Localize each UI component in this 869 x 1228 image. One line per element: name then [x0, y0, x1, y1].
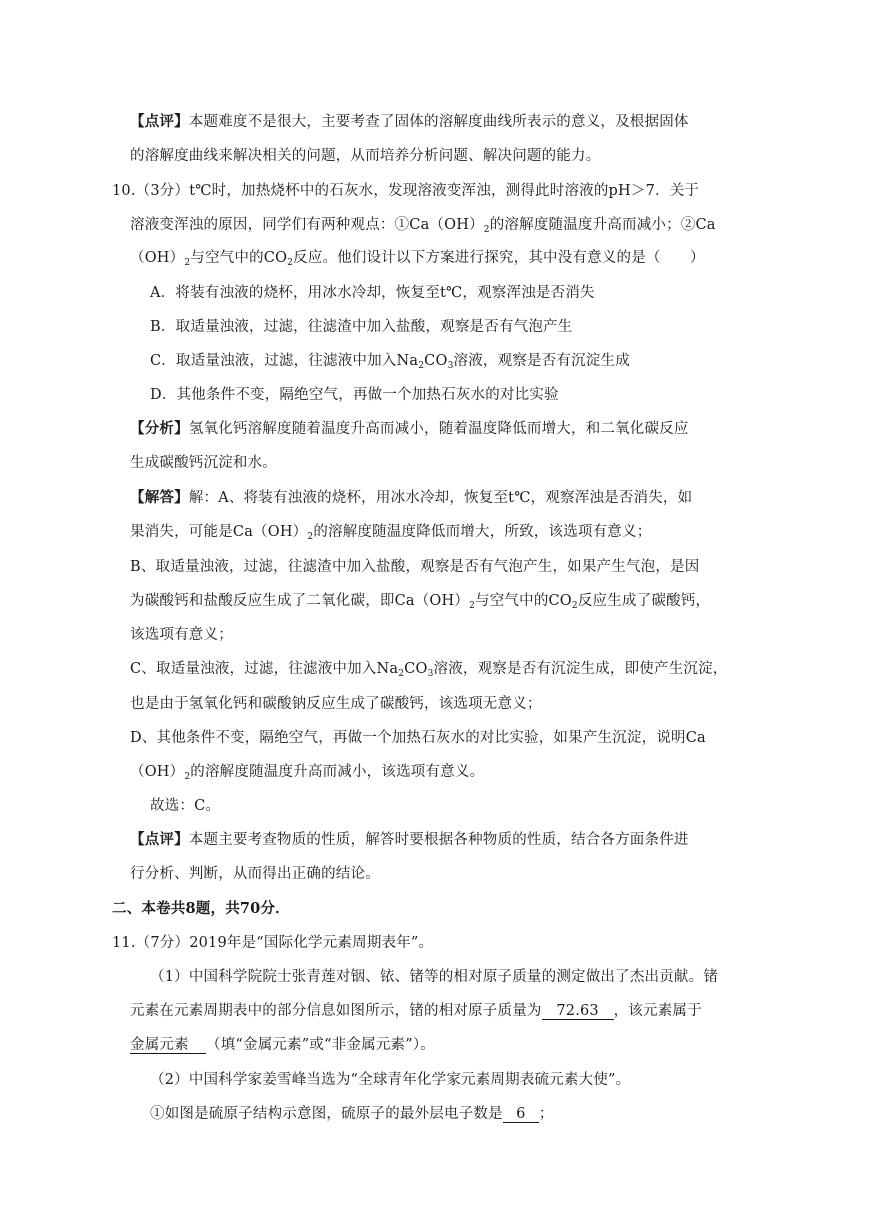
q10-stem3c: 反应。他们设计以下方案进行探究，其中没有意义的是（ ）	[293, 250, 705, 266]
q10-option-c-c: 溶液，观察是否有沉淀生成	[453, 353, 630, 369]
answer-text: 反应生成了碳酸钙，	[577, 593, 711, 609]
answer-sub: 3	[427, 669, 434, 679]
analysis-text: 氢氧化钙溶解度随着温度升高而减小，随着温度降低而增大，和二氧化碳反应	[188, 421, 689, 437]
answer-blank-element-type: 金属元素	[130, 1037, 206, 1054]
answer-text: （OH）	[130, 764, 185, 780]
answer-sub: 2	[184, 772, 191, 782]
answer-line9	[130, 762, 484, 782]
answer-line3: B、取适量浊液，过滤，往滤渣中加入盐酸，观察是否有气泡产生，如果产生气泡，是因	[130, 559, 700, 575]
q10-sub: 2	[418, 361, 425, 371]
review1-tag: 【点评】	[130, 113, 189, 130]
q11-part1-line2	[130, 1001, 702, 1021]
q11-line1	[112, 933, 433, 953]
answer-line7: 也是由于氢氧化钙和碳酸钠反应生成了碳酸钙，该选项无意义；	[130, 696, 542, 712]
review1-text: 本题难度不是很大，主要考查了固体的溶解度曲线所表示的意义，及根据固体	[188, 114, 689, 130]
answer-text: C、取适量浊液，过滤，往滤液中加入Na	[130, 661, 399, 677]
answer-text: 与空气中的CO	[475, 593, 572, 609]
answer-text: 的溶解度随温度升高而减小，该选项有意义。	[190, 764, 485, 780]
answer-sub: 2	[398, 669, 405, 679]
q10-sub: 2	[287, 258, 294, 268]
q10-stem1: t℃时，加热烧杯中的石灰水，发现溶液变浑浊，测得此时溶液的pH＞7．关于	[189, 183, 700, 199]
review2-tag: 【点评】	[130, 831, 189, 848]
q11-text: ，该元素属于	[613, 1003, 702, 1019]
answer-text: 溶液，观察是否有沉淀生成，即使产生沉淀，	[433, 661, 728, 677]
answer-sub: 2	[307, 532, 314, 542]
q10-sub: 2	[483, 225, 490, 235]
q11-number: 11.	[112, 935, 136, 951]
answer-line6	[130, 659, 728, 679]
q11-text: ①如图是硫原子结构示意图，硫原子的最外层电子数是	[150, 1106, 503, 1122]
q10-line2	[130, 215, 716, 235]
answer-tag: 【解答】	[130, 489, 189, 506]
answer-text: CO	[404, 661, 428, 677]
review2-text: 本题主要考查物质的性质，解答时要根据各种物质的性质，结合各方面条件进	[188, 832, 689, 848]
answer-text: 为碳酸钙和盐酸反应生成了二氧化碳，即Ca（OH）	[130, 593, 470, 609]
q10-score: （3分）	[135, 183, 190, 199]
review2-line2: 行分析、判断，从而得出正确的结论。	[130, 866, 380, 882]
q10-option-c-b: CO	[424, 353, 448, 369]
q11-text: ；	[538, 1106, 554, 1122]
q10-stem2b: 的溶解度随温度升高而减小；②Ca	[489, 217, 716, 233]
section-title: 二、本卷共8题，共70分．	[112, 900, 290, 917]
review1-line1	[130, 112, 689, 132]
answer-line5: 该选项有意义；	[130, 627, 233, 643]
answer-text: 的溶解度随温度降低而增大，所致，该选项有意义；	[313, 524, 652, 540]
analysis-line2: 生成碳酸钙沉淀和水。	[130, 455, 277, 471]
answer-line2	[130, 522, 651, 542]
answer-line4	[130, 591, 710, 611]
q10-option-c-a: C．取适量浊液，过滤，往滤液中加入Na	[150, 353, 419, 369]
q10-sub: 3	[447, 361, 454, 371]
q11-part1-line3	[130, 1035, 435, 1055]
answer-blank-atomic-mass: 72.63	[542, 1003, 614, 1020]
q11-part2-line1: （2）中国科学家姜雪峰当选为“全球青年化学家元素周期表硫元素大使”。	[150, 1072, 631, 1088]
answer-sub: 2	[571, 601, 578, 611]
analysis-tag: 【分析】	[130, 420, 189, 437]
review1-line2: 的溶解度曲线来解决相关的问题，从而培养分析问题、解决问题的能力。	[130, 148, 601, 164]
q10-number: 10.	[112, 183, 136, 199]
q10-option-c	[150, 351, 630, 371]
answer-text: 解：A、将装有浊液的烧杯，用冰水冷却，恢复至t℃，观察浑浊是否消失，如	[188, 490, 693, 506]
answer-blank-outer-electrons: 6	[503, 1106, 539, 1123]
q11-score: （7分）	[135, 935, 190, 951]
q11-stem: 2019年是“国际化学元素周期表年”。	[189, 935, 434, 951]
analysis-line1	[130, 419, 689, 439]
answer-choice: 故选：C。	[150, 798, 221, 814]
q11-text: 元素在元素周期表中的部分信息如图所示，锗的相对原子质量为	[130, 1003, 542, 1019]
q10-line1	[112, 181, 699, 201]
q10-line3	[130, 248, 705, 268]
q10-option-a: A．将装有浊液的烧杯，用冰水冷却，恢复至t℃，观察浑浊是否消失	[150, 285, 595, 301]
answer-text: 果消失，可能是Ca（OH）	[130, 524, 308, 540]
q10-option-d: D．其他条件不变，隔绝空气，再做一个加热石灰水的对比实验	[150, 387, 559, 403]
q10-stem3b: 与空气中的CO	[190, 250, 288, 266]
q11-part1-line1: （1）中国科学院院士张青莲对铟、铱、锗等的相对原子质量的测定做出了杰出贡献。锗	[150, 969, 719, 985]
q10-option-b: B．取适量浊液，过滤，往滤渣中加入盐酸，观察是否有气泡产生	[150, 319, 573, 335]
q11-part2-line2	[150, 1104, 554, 1124]
q11-text: （填“金属元素”或“非金属元素”）。	[206, 1037, 436, 1053]
q10-stem3a: （OH）	[130, 250, 185, 266]
q10-sub: 2	[184, 258, 191, 268]
answer-line1	[130, 488, 692, 508]
q10-stem2a: 溶液变浑浊的原因，同学们有两种观点：①Ca（OH）	[130, 217, 484, 233]
review2-line1	[130, 830, 689, 850]
answer-line8: D、其他条件不变，隔绝空气，再做一个加热石灰水的对比实验，如果产生沉淀，说明Ca	[130, 730, 706, 746]
answer-sub: 2	[469, 601, 476, 611]
